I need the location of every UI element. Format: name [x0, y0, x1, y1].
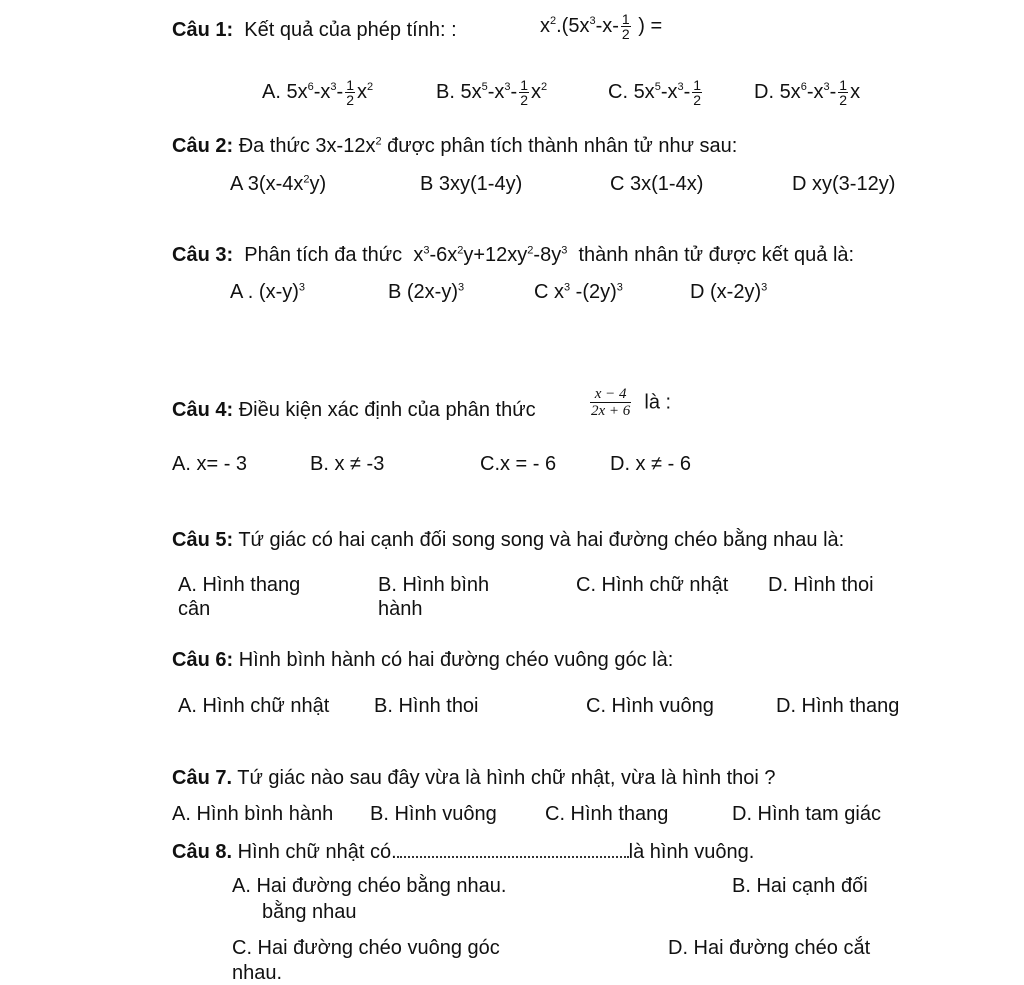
- option-b[interactable]: B. $5x^5-x^3-$ $\frac{1}{2}$ $x^2$: [436, 77, 548, 108]
- question-label: Câu 2:: [172, 135, 234, 157]
- question-4: [172, 398, 536, 422]
- option-d[interactable]: D. Hình tam giác: [732, 803, 881, 825]
- question-text: Hình bình hành có hai đường chéo vuông góc là:: [238, 649, 674, 671]
- question-3: Câu 3: Phân tích đa thức $x^3-6x^2y+12xy^2-8y^3$ thành nhân tử được kết quả là:: [172, 244, 855, 266]
- option-b[interactable]: B. Hình thoi: [374, 695, 479, 717]
- option-c[interactable]: C $x^3$ $-(2y)^3$: [534, 281, 623, 303]
- question-5: [172, 528, 844, 552]
- fraction: $\frac{x - 4}{2x + 6}$ là :: [591, 386, 672, 419]
- question-1: [172, 18, 457, 42]
- question-text: Phân tích đa thức: [244, 244, 403, 266]
- option-c[interactable]: C.x = - 6: [480, 453, 557, 475]
- option-a[interactable]: A. $5x^6-x^3-$ $\frac{1}{2}$ $x^2$: [262, 77, 374, 108]
- option-c[interactable]: C. Hình thang: [545, 803, 669, 825]
- question-text: Tứ giác nào sau đây vừa là hình chữ nhật, vừa là hình thoi ?: [237, 767, 776, 789]
- question-text: Tứ giác có hai cạnh đối song song và hai đường chéo bằng nhau là:: [238, 529, 845, 551]
- question-label: Câu 7.: [172, 767, 233, 789]
- option-b-continued: bằng nhau: [262, 901, 357, 923]
- option-c[interactable]: C. Hình vuông: [586, 695, 714, 717]
- fraction: $\frac{1}{2}$: [621, 11, 630, 42]
- option-d[interactable]: D xy(3-12y): [792, 173, 896, 195]
- question-text: Điều kiện xác định của phân thức: [238, 399, 536, 421]
- question-text: Kết quả của phép tính: :: [244, 19, 457, 41]
- option-b[interactable]: B. Hai cạnh đối: [732, 875, 868, 897]
- question-label: Câu 3:: [172, 244, 234, 266]
- option-a[interactable]: A . $(x-y)^3$: [230, 281, 306, 303]
- option-b[interactable]: B. Hình vuông: [370, 803, 497, 825]
- question-text: Hình chữ nhật có.: [237, 841, 397, 863]
- option-a[interactable]: A $3(x-4x^2y)$: [230, 173, 327, 195]
- option-d[interactable]: D. Hình thang: [776, 695, 900, 717]
- question-6: [172, 648, 673, 672]
- option-a[interactable]: A. Hình thang cân: [178, 574, 301, 620]
- option-c[interactable]: C. Hình chữ nhật: [576, 574, 729, 596]
- question-label: Câu 8.: [172, 841, 233, 863]
- option-c-continued: nhau.: [232, 962, 283, 984]
- option-d[interactable]: D $(x-2y)^3$: [690, 281, 768, 303]
- option-c[interactable]: C. Hai đường chéo vuông góc: [232, 937, 500, 959]
- option-a[interactable]: A. Hình chữ nhật: [178, 695, 330, 717]
- question-label: Câu 1:: [172, 19, 234, 41]
- blank-line[interactable]: [397, 842, 629, 858]
- question-label: Câu 6:: [172, 649, 234, 671]
- option-d[interactable]: D. x ≠ - 6: [610, 453, 691, 475]
- option-d[interactable]: D. $5x^6-x^3-$ $\frac{1}{2}$ x: [754, 77, 861, 108]
- option-b[interactable]: B. Hình bình hành: [378, 574, 490, 620]
- option-c[interactable]: C. $5x^5-x^3-$ $\frac{1}{2}$: [608, 77, 702, 108]
- question-2: Câu 2: Đa thức $3x-12x^2$ được phân tích thành nhân tử như sau:: [172, 135, 738, 157]
- option-b[interactable]: B $(2x-y)^3$: [388, 281, 465, 303]
- option-d[interactable]: D. Hình thoi: [768, 574, 874, 596]
- question-8: Câu 8. Hình chữ nhật có. là hình vuông.: [172, 841, 755, 863]
- question-1-expression: $x^2.(5x^3-x-$ $\frac{1}{2}$ ) =: [540, 11, 663, 42]
- question-text: Đa thức 3x-12x: [238, 135, 376, 157]
- question-label: Câu 4:: [172, 399, 234, 421]
- option-b[interactable]: B. x ≠ -3: [310, 453, 385, 475]
- polynomial: $x^3-6x^2y+12xy^2-8y^3$: [413, 244, 568, 266]
- option-a[interactable]: A. Hai đường chéo bằng nhau.: [232, 875, 507, 897]
- option-c[interactable]: C 3x(1-4x): [610, 173, 704, 195]
- option-a[interactable]: A. x= - 3: [172, 453, 248, 475]
- option-d[interactable]: D. Hai đường chéo cắt: [668, 937, 871, 959]
- question-7: [172, 766, 776, 790]
- option-a[interactable]: A. Hình bình hành: [172, 803, 334, 825]
- option-b[interactable]: B 3xy(1-4y): [420, 173, 523, 195]
- question-label: Câu 5:: [172, 529, 234, 551]
